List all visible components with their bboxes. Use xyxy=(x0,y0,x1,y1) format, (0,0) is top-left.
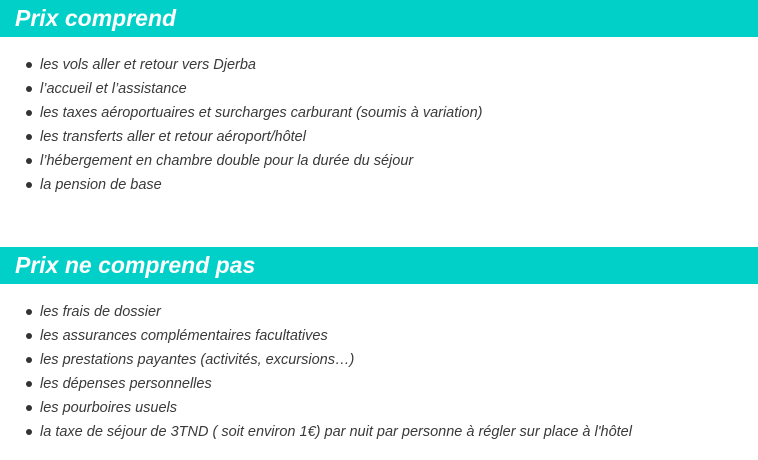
list-item xyxy=(0,149,758,173)
list-item xyxy=(0,173,758,197)
price-excludes-header xyxy=(0,247,758,284)
price-includes-title: Prix comprend xyxy=(15,5,177,31)
price-includes-section xyxy=(0,0,758,197)
bullet-icon xyxy=(26,357,32,363)
list-item xyxy=(0,396,758,420)
bullet-icon xyxy=(26,134,32,140)
list-item-text: les pourboires usuels xyxy=(40,400,178,416)
list-item xyxy=(0,53,758,77)
bullet-icon xyxy=(26,62,32,68)
list-item-text: les vols aller et retour vers Djerba xyxy=(40,57,256,73)
bullet-icon xyxy=(26,110,32,116)
price-excludes-section xyxy=(0,247,758,444)
list-item xyxy=(0,125,758,149)
price-includes-list xyxy=(0,53,758,197)
list-item-text: les prestations payantes (activités, excursions…) xyxy=(40,352,355,368)
price-includes-header xyxy=(0,0,758,37)
list-item xyxy=(0,420,758,444)
bullet-icon xyxy=(26,86,32,92)
list-item-text: les taxes aéroportuaires et surcharges carburant (soumis à variation) xyxy=(40,105,483,121)
bullet-icon xyxy=(26,333,32,339)
bullet-icon xyxy=(26,182,32,188)
list-item xyxy=(0,300,758,324)
list-item xyxy=(0,372,758,396)
bullet-icon xyxy=(26,381,32,387)
bullet-icon xyxy=(26,429,32,435)
bullet-icon xyxy=(26,158,32,164)
list-item xyxy=(0,348,758,372)
price-excludes-title: Prix ne comprend pas xyxy=(15,252,256,278)
list-item-text: les assurances complémentaires facultatives xyxy=(40,328,328,344)
list-item-text: la taxe de séjour de 3TND ( soit environ 1€) par nuit par personne à régler sur place à l'hôtel xyxy=(40,424,632,440)
bullet-icon xyxy=(26,405,32,411)
bullet-icon xyxy=(26,309,32,315)
list-item-text: les dépenses personnelles xyxy=(40,376,212,392)
list-item-text: les transferts aller et retour aéroport/hôtel xyxy=(40,129,306,145)
list-item xyxy=(0,324,758,348)
list-item-text: la pension de base xyxy=(40,177,162,193)
list-item-text: l’accueil et l’assistance xyxy=(40,81,187,97)
list-item-text: l’hébergement en chambre double pour la durée du séjour xyxy=(40,153,414,169)
list-item xyxy=(0,77,758,101)
list-item xyxy=(0,101,758,125)
price-excludes-list xyxy=(0,300,758,444)
list-item-text: les frais de dossier xyxy=(40,304,161,320)
